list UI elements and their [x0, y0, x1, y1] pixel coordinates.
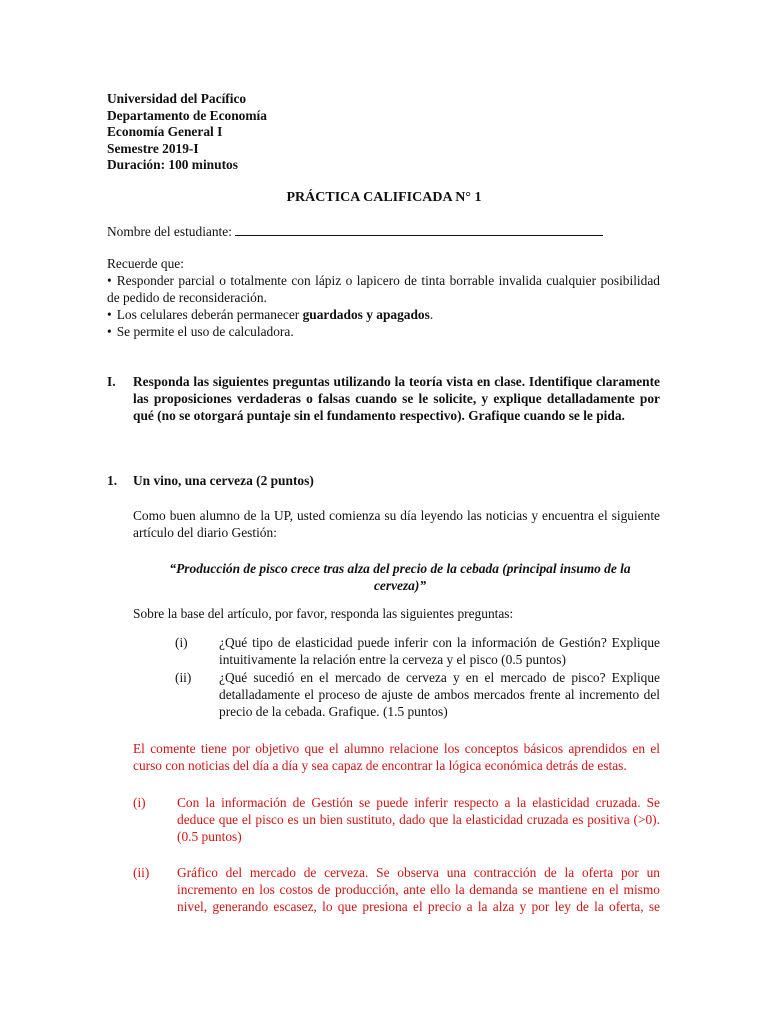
question-title [107, 472, 314, 489]
question-prompt: Sobre la base del artículo, por favor, responda las siguientes preguntas: [133, 606, 514, 621]
sub-question-ii [175, 669, 660, 720]
answer-text: Con la información de Gestión se puede inferir respecto a la elasticidad cruzada. Se deduce que el pisco es un bien sustituto, dado que la elasticidad cruzada es positiva (>0). (0.5 puntos) [177, 795, 660, 844]
course-name: Economía General I [107, 124, 223, 139]
answer-label: (i) [133, 795, 146, 810]
semester: Semestre 2019-I [107, 140, 199, 156]
section-text: Responda las siguientes preguntas utilizando la teoría vista en clase. Identifique claramente las proposiciones verdaderas o falsas cuando se le solicite, y explique detalladamente por qué (no se otorgará puntaje sin el fundamento respectivo). Grafique cuando se le pida. [133, 374, 660, 423]
question-number: 1. [107, 473, 118, 488]
university-name: Universidad del Pacífico [107, 91, 247, 106]
answer-text: Gráfico del mercado de cerveza. Se observa una contracción de la oferta por un incremento en los costos de producción, ante ello la demanda se mantiene en el mismo nivel, generando escasez, lo que presiona el precio a la alza y por ley de la oferta, se [177, 865, 660, 914]
reminders [107, 255, 660, 340]
student-name-label: Nombre del estudiante: [107, 224, 232, 239]
answer-ii [133, 864, 660, 915]
news-headline: “Producción de pisco crece tras alza del precio de la cebada (principal insumo de la cerveza)” [169, 561, 631, 593]
sub-question-text: ¿Qué sucedió en el mercado de cerveza y en el mercado de pisco? Explique detalladamente el proceso de ajuste de ambos mercados frente al incremento del precio de la cebada. Grafique. (1.5 puntos) [219, 670, 660, 719]
exam-title: PRÁCTICA CALIFICADA N° 1 [286, 190, 482, 205]
answer-comment: El comente tiene por objetivo que el alumno relacione los conceptos básicos aprendidos en el curso con noticias del día a día y sea capaz de encontrar la lógica económica detrás de estas. [133, 741, 660, 773]
reminders-heading: Recuerde que: [107, 256, 184, 271]
reminder-item: • Responder parcial o totalmente con lápiz o lapicero de tinta borrable invalida cualquier posibilidad de pedido de reconsideración. [107, 272, 660, 306]
sub-question-i [175, 634, 660, 668]
reminder-item: • Los celulares deberán permanecer guardados y apagados. [107, 306, 660, 323]
reminder-item: • Se permite el uso de calculadora. [107, 323, 660, 340]
sub-question-label: (ii) [175, 670, 192, 685]
sub-question-text: ¿Qué tipo de elasticidad puede inferir con la información de Gestión? Explique intuitivamente la relación entre la cerveza y el pisco (0.5 puntos) [219, 635, 660, 667]
department-name: Departamento de Economía [107, 107, 267, 123]
student-name-blank[interactable] [235, 223, 603, 236]
question-intro: Como buen alumno de la UP, usted comienza su día leyendo las noticias y encuentra el siguiente artículo del diario Gestión: [133, 508, 660, 540]
reminder-emphasis: guardados y apagados [302, 307, 430, 322]
section-number: I. [107, 374, 116, 389]
section-instructions [107, 373, 660, 424]
answer-label: (ii) [133, 865, 150, 880]
exam-header [107, 91, 267, 174]
duration: Duración: 100 minutos [107, 157, 238, 172]
student-name-row [107, 223, 603, 240]
answer-i [133, 794, 660, 845]
question-title-text: Un vino, una cerveza (2 puntos) [133, 473, 314, 488]
sub-question-label: (i) [175, 635, 188, 650]
